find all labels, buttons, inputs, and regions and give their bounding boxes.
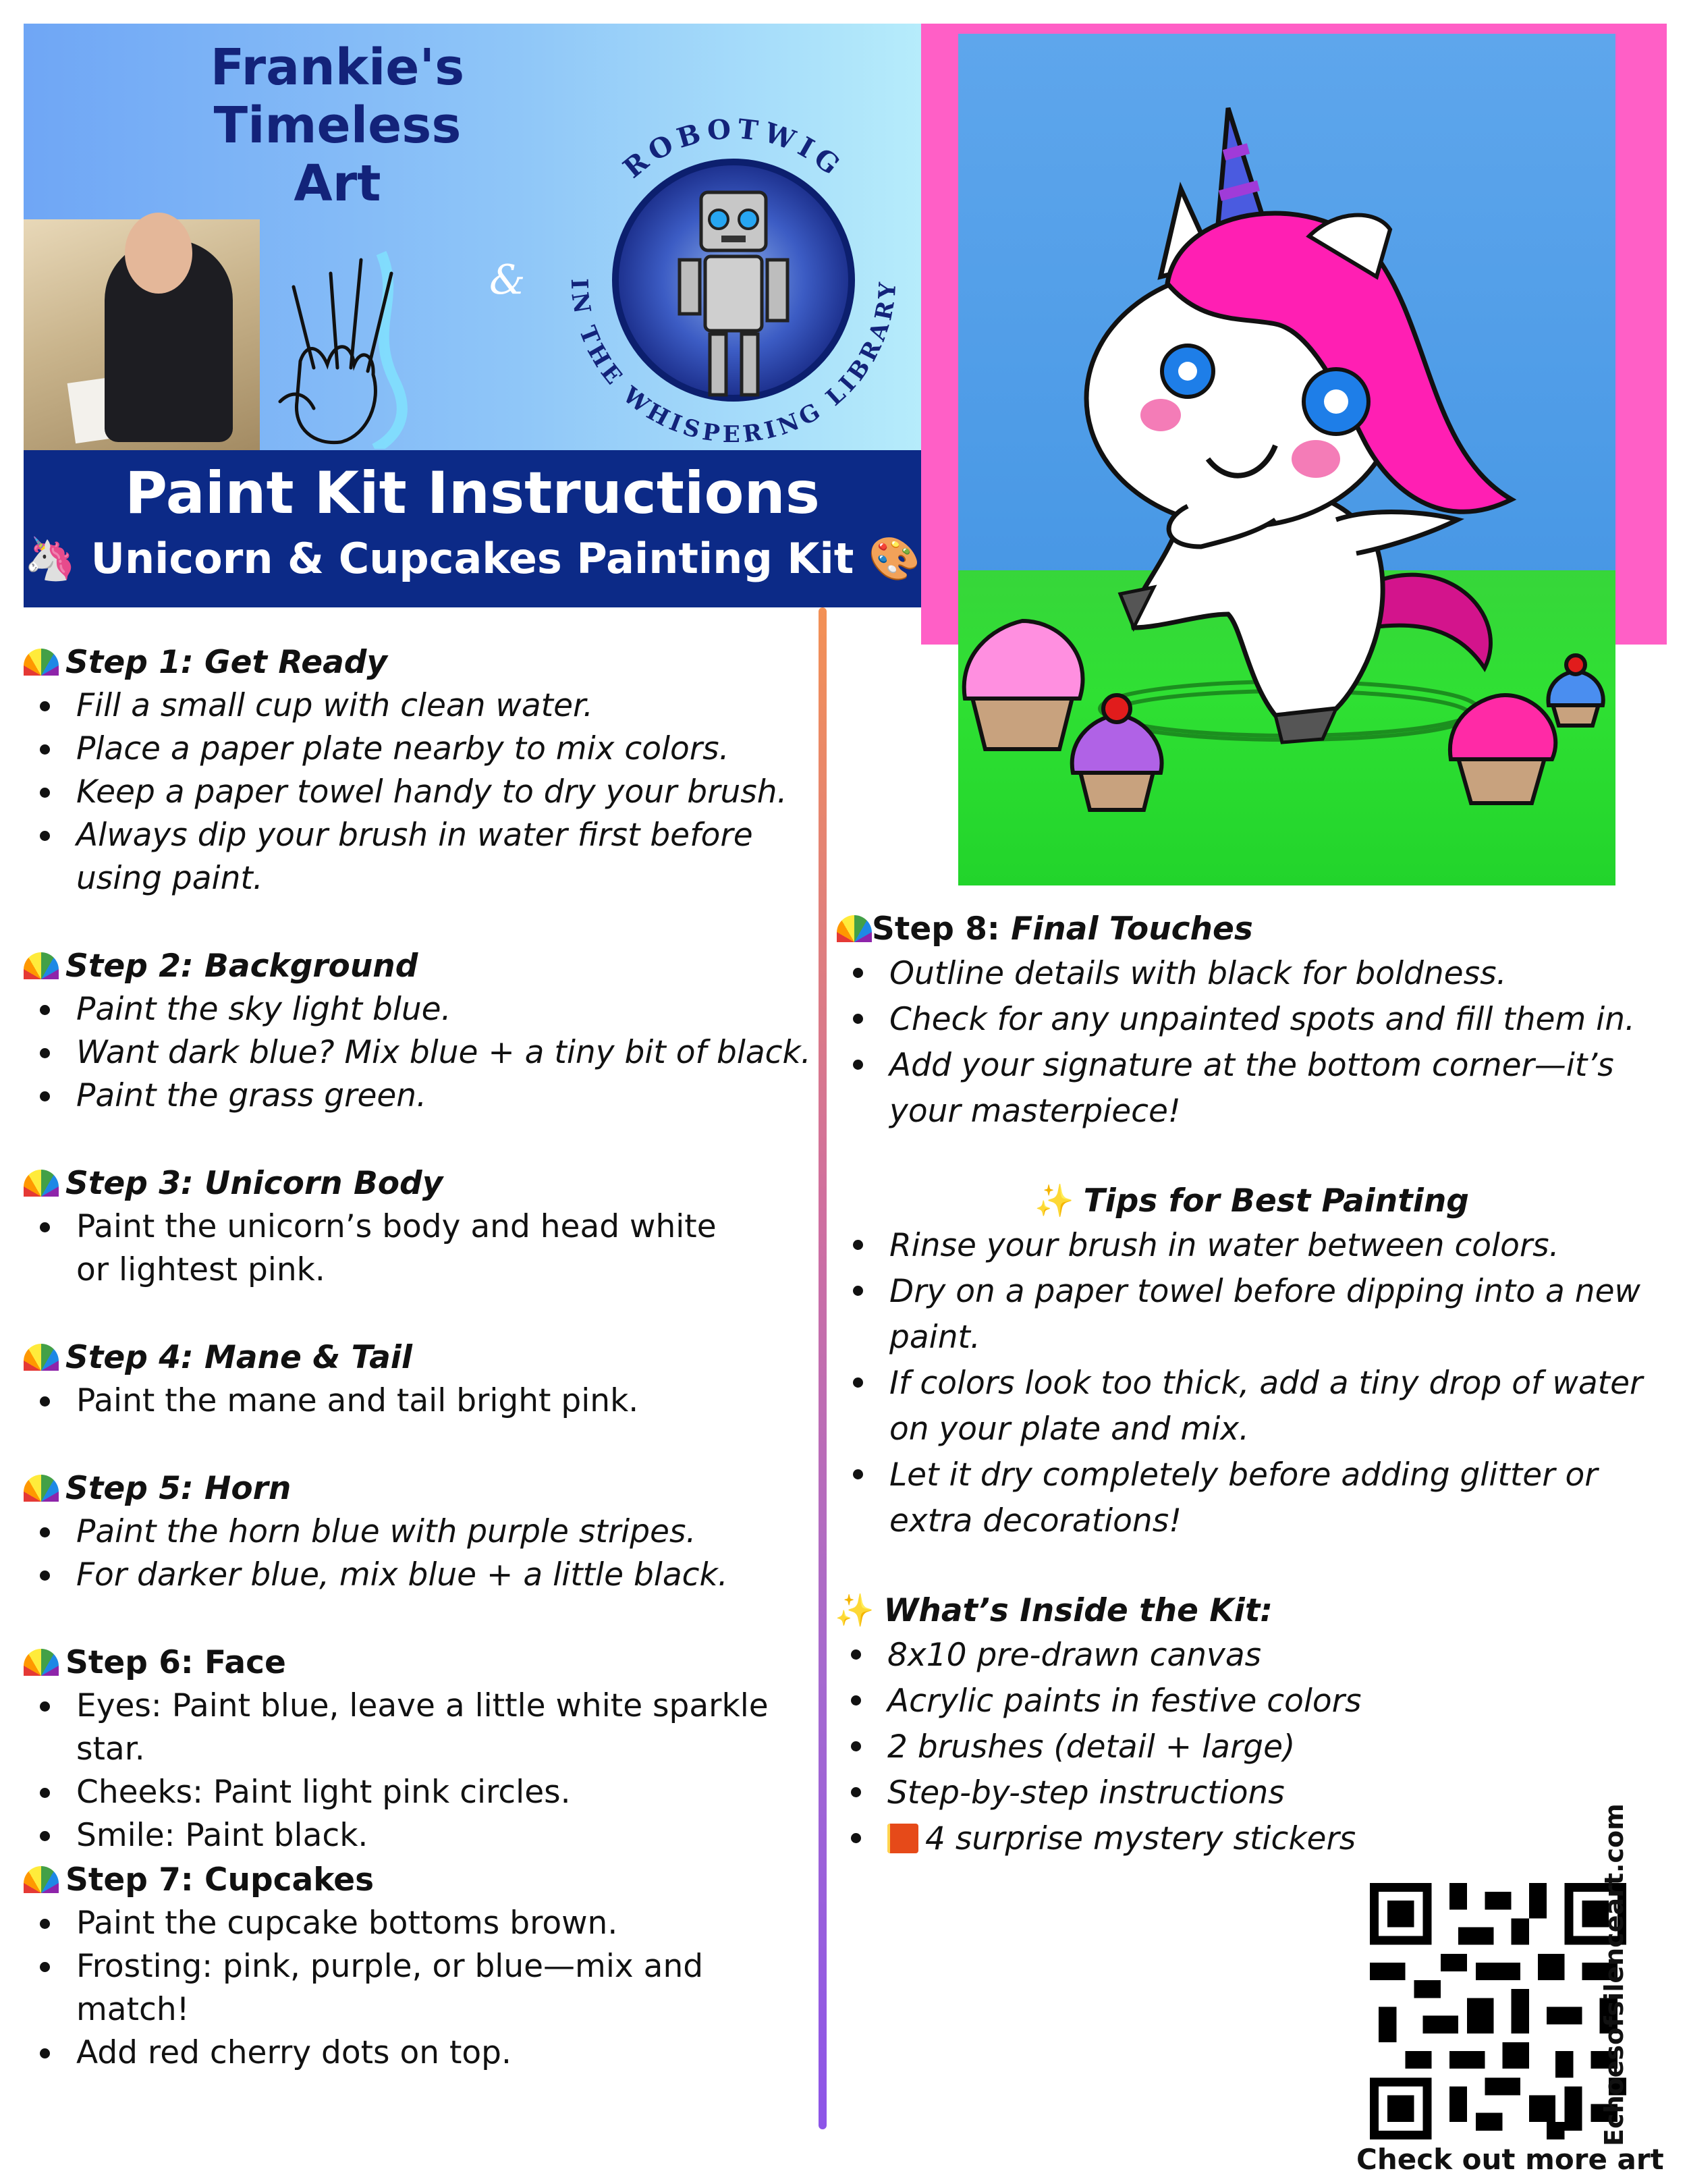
list-item: 2 brushes (detail + large) — [835, 1724, 1665, 1770]
list-item: Paint the horn blue with purple stripes. — [24, 1510, 813, 1554]
brand-line: Frankie's — [210, 38, 465, 97]
page-subtitle: 🦄 Unicorn & Cupcakes Painting Kit 🎨 — [24, 534, 921, 583]
step-heading: Step 4: Mane & Tail — [24, 1336, 813, 1380]
step-heading: Step 1: Get Ready — [24, 641, 813, 684]
step-7 — [24, 1859, 813, 2075]
page-title: Paint Kit Instructions — [125, 460, 820, 527]
list-item: Step-by-step instructions — [835, 1770, 1665, 1816]
unicorn-painting-image — [958, 34, 1615, 885]
hand-brushes-logo-icon — [267, 246, 435, 449]
list-item: Outline details with black for boldness. — [837, 951, 1667, 997]
sparkles-icon: ✨ — [1034, 1182, 1074, 1220]
rainbow-icon — [24, 649, 59, 676]
list-item: Smile: Paint black. — [24, 1814, 813, 1857]
list-item: Paint the mane and tail bright pink. — [24, 1380, 813, 1423]
step-heading: Step 3: Unicorn Body — [24, 1162, 786, 1205]
list-item: Paint the unicorn’s body and head white or lightest pink. — [24, 1205, 751, 1292]
rainbow-icon — [24, 952, 59, 979]
artist-photo — [24, 219, 260, 450]
rainbow-icon — [24, 1344, 59, 1371]
header-banner — [24, 24, 921, 450]
brand-line: Timeless — [213, 97, 462, 155]
list-item: Want dark blue? Mix blue + a tiny bit of black. — [24, 1031, 813, 1074]
step-6 — [24, 1641, 813, 1857]
list-item: Frosting: pink, purple, or blue—mix and match! — [24, 1945, 813, 2031]
list-item: For darker blue, mix blue + a little black. — [24, 1554, 813, 1597]
website-label: Echoesofsilenceart.com — [1599, 1803, 1629, 2146]
step-1 — [24, 641, 813, 900]
tips-section — [837, 1180, 1667, 1544]
step-heading: Step 5: Horn — [24, 1467, 813, 1510]
step-heading: Step 8: Final Touches — [837, 908, 1667, 951]
unicorn-cupcakes-illustration — [958, 34, 1615, 885]
list-item: Paint the cupcake bottoms brown. — [24, 1902, 813, 1945]
list-item: If colors look too thick, add a tiny drop of water on your plate and mix. — [837, 1361, 1672, 1452]
list-item: 8x10 pre-drawn canvas — [835, 1633, 1665, 1678]
column-divider — [819, 607, 827, 2129]
seal-text-top: ROBOTWIG — [617, 113, 850, 185]
kit-heading: ✨ What’s Inside the Kit: — [835, 1592, 1273, 1629]
list-item: Let it dry completely before adding glitter or extra decorations! — [837, 1452, 1632, 1544]
kit-contents — [835, 1589, 1665, 1862]
list-item: Eyes: Paint blue, leave a little white sparkle star. — [24, 1685, 813, 1771]
list-item: Cheeks: Paint light pink circles. — [24, 1771, 813, 1814]
title-band — [24, 450, 921, 607]
list-item: Check for any unpainted spots and fill them in. — [837, 997, 1667, 1043]
list-item: Always dip your brush in water first before using paint. — [24, 814, 758, 900]
step-heading: Step 6: Face — [24, 1641, 813, 1685]
list-item: Add your signature at the bottom corner—it’s your masterpiece! — [837, 1043, 1618, 1135]
list-item: Keep a paper towel handy to dry your brush. — [24, 771, 813, 814]
list-item: Add red cherry dots on top. — [24, 2031, 813, 2075]
list-item: Place a paper plate nearby to mix colors. — [24, 728, 813, 771]
step-5 — [24, 1467, 813, 1597]
step-heading: Step 7: Cupcakes — [24, 1859, 813, 1902]
list-item: Rinse your brush in water between colors. — [837, 1223, 1667, 1269]
step-3 — [24, 1162, 786, 1292]
step-heading: Step 2: Background — [24, 945, 813, 988]
qr-code[interactable] — [1370, 1883, 1626, 2139]
step-4 — [24, 1336, 813, 1423]
step-8 — [837, 908, 1667, 1135]
list-item: Acrylic paints in festive colors — [835, 1678, 1665, 1724]
list-item: Fill a small cup with clean water. — [24, 684, 813, 728]
rainbow-icon — [24, 1170, 59, 1197]
list-item: Dry on a paper towel before dipping into a new paint. — [837, 1269, 1645, 1361]
rainbow-icon — [24, 1866, 59, 1893]
list-item: Paint the sky light blue. — [24, 988, 813, 1031]
gift-icon — [887, 1824, 918, 1853]
rainbow-icon — [24, 1475, 59, 1502]
ampersand: & — [489, 256, 526, 304]
tips-heading: ✨ Tips for Best Painting — [1034, 1182, 1469, 1220]
rainbow-icon — [24, 1649, 59, 1676]
list-item: 4 surprise mystery stickers — [835, 1816, 1665, 1862]
list-item: Paint the grass green. — [24, 1074, 813, 1118]
brand-title — [182, 38, 493, 213]
sparkles-icon: ✨ — [835, 1592, 875, 1629]
rainbow-icon — [837, 915, 872, 942]
robotwig-seal-logo — [545, 91, 921, 450]
seal-text-bottom: IN THE WHISPERING LIBRARY — [565, 277, 902, 449]
more-art-link[interactable]: Check out more art — [1356, 2143, 1664, 2176]
brand-line: Art — [294, 155, 381, 213]
step-2 — [24, 945, 813, 1118]
